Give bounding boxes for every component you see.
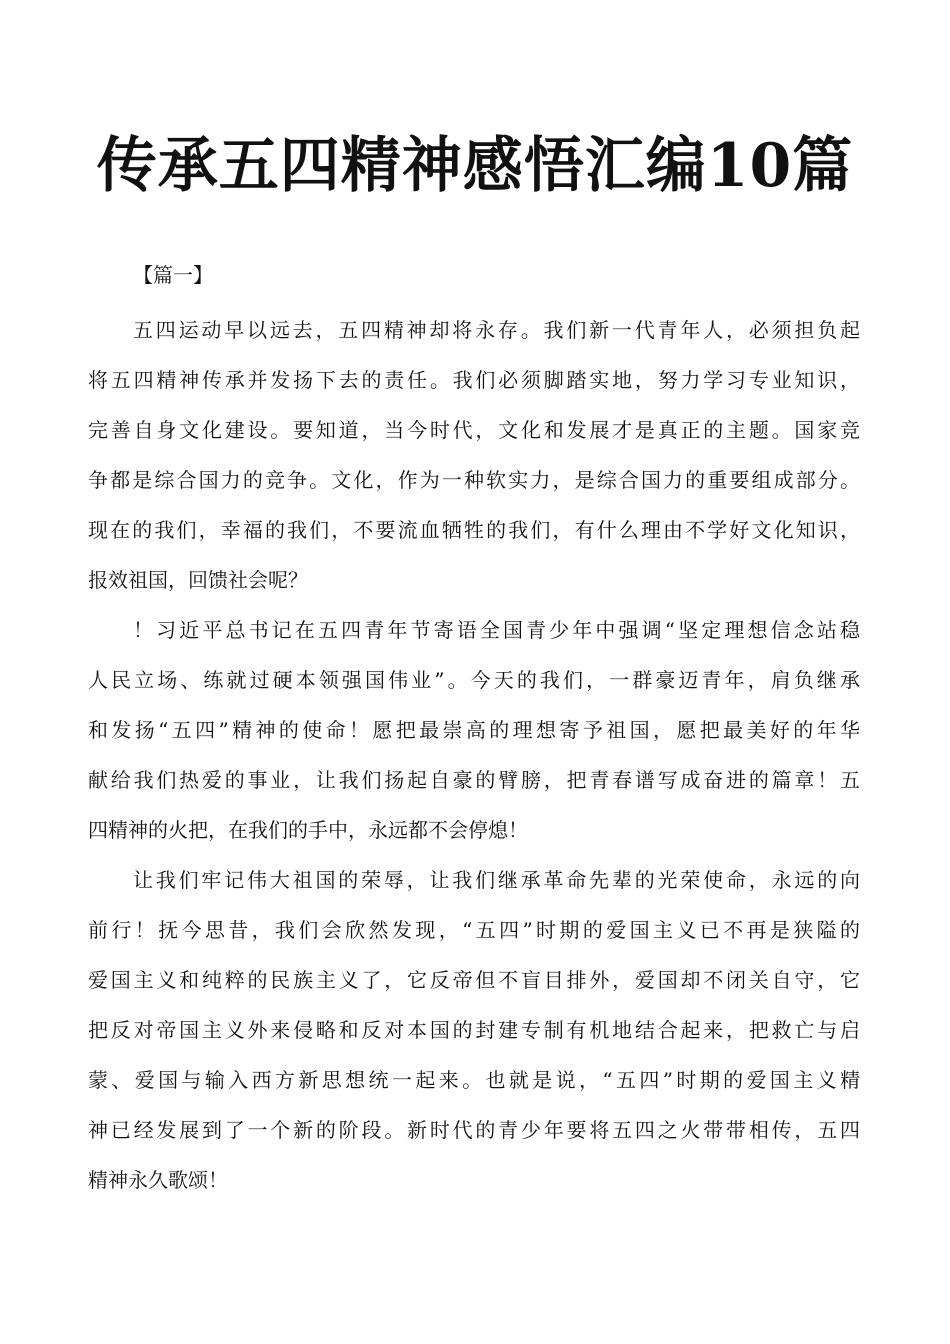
section-heading: 【篇一】 [133, 263, 213, 287]
paragraph-line: 五四运动早以远去，五四精神却将永存。我们新一代青年人，必须担负起 [133, 318, 860, 342]
paragraph-line: 神已经发展到了一个新的阶段。新时代的青少年要将五四之火带带相传，五四 [88, 1118, 860, 1142]
document-body [88, 305, 860, 1205]
paragraph-2 [88, 605, 860, 855]
paragraph-line: 精神永久歌颂！ [88, 1168, 228, 1192]
paragraph-3 [88, 855, 860, 1205]
paragraph-line: 和发扬“五四”精神的使命！愿把最崇高的理想寄予祖国，愿把最美好的年华 [88, 718, 860, 742]
paragraph-line: ！习近平总书记在五四青年节寄语全国青少年中强调“坚定理想信念站稳 [133, 618, 860, 642]
paragraph-line: 前行！抚今思昔，我们会欣然发现，“五四”时期的爱国主义已不再是狭隘的 [88, 918, 860, 942]
paragraph-line: 人民立场、练就过硬本领强国伟业”。今天的我们，一群豪迈青年，肩负继承 [88, 668, 860, 692]
paragraph-line: 蒙、爱国与输入西方新思想统一起来。也就是说，“五四”时期的爱国主义精 [88, 1068, 860, 1092]
paragraph-line: 爱国主义和纯粹的民族主义了，它反帝但不盲目排外，爱国却不闭关自守，它 [88, 968, 860, 992]
paragraph-1 [88, 305, 860, 605]
paragraph-line: 将五四精神传承并发扬下去的责任。我们必须脚踏实地，努力学习专业知识， [88, 368, 860, 392]
paragraph-line: 争都是综合国力的竞争。文化，作为一种软实力，是综合国力的重要组成部分。 [88, 468, 860, 492]
paragraph-line: 四精神的火把，在我们的手中，永远都不会停熄！ [88, 818, 528, 842]
document-title: 传承五四精神感悟汇编10篇 [96, 131, 854, 201]
paragraph-line: 完善自身文化建设。要知道，当今时代，文化和发展才是真正的主题。国家竞 [88, 418, 860, 442]
paragraph-line: 现在的我们，幸福的我们，不要流血牺牲的我们，有什么理由不学好文化知识， [88, 518, 860, 542]
paragraph-line: 献给我们热爱的事业，让我们扬起自豪的臂膀，把青春谱写成奋进的篇章！五 [88, 768, 860, 792]
paragraph-line: 报效祖国，回馈社会呢？ [88, 568, 308, 592]
paragraph-line: 把反对帝国主义外来侵略和反对本国的封建专制有机地结合起来，把救亡与启 [88, 1018, 860, 1042]
paragraph-line: 让我们牢记伟大祖国的荣辱，让我们继承革命先辈的光荣使命，永远的向 [133, 868, 860, 892]
